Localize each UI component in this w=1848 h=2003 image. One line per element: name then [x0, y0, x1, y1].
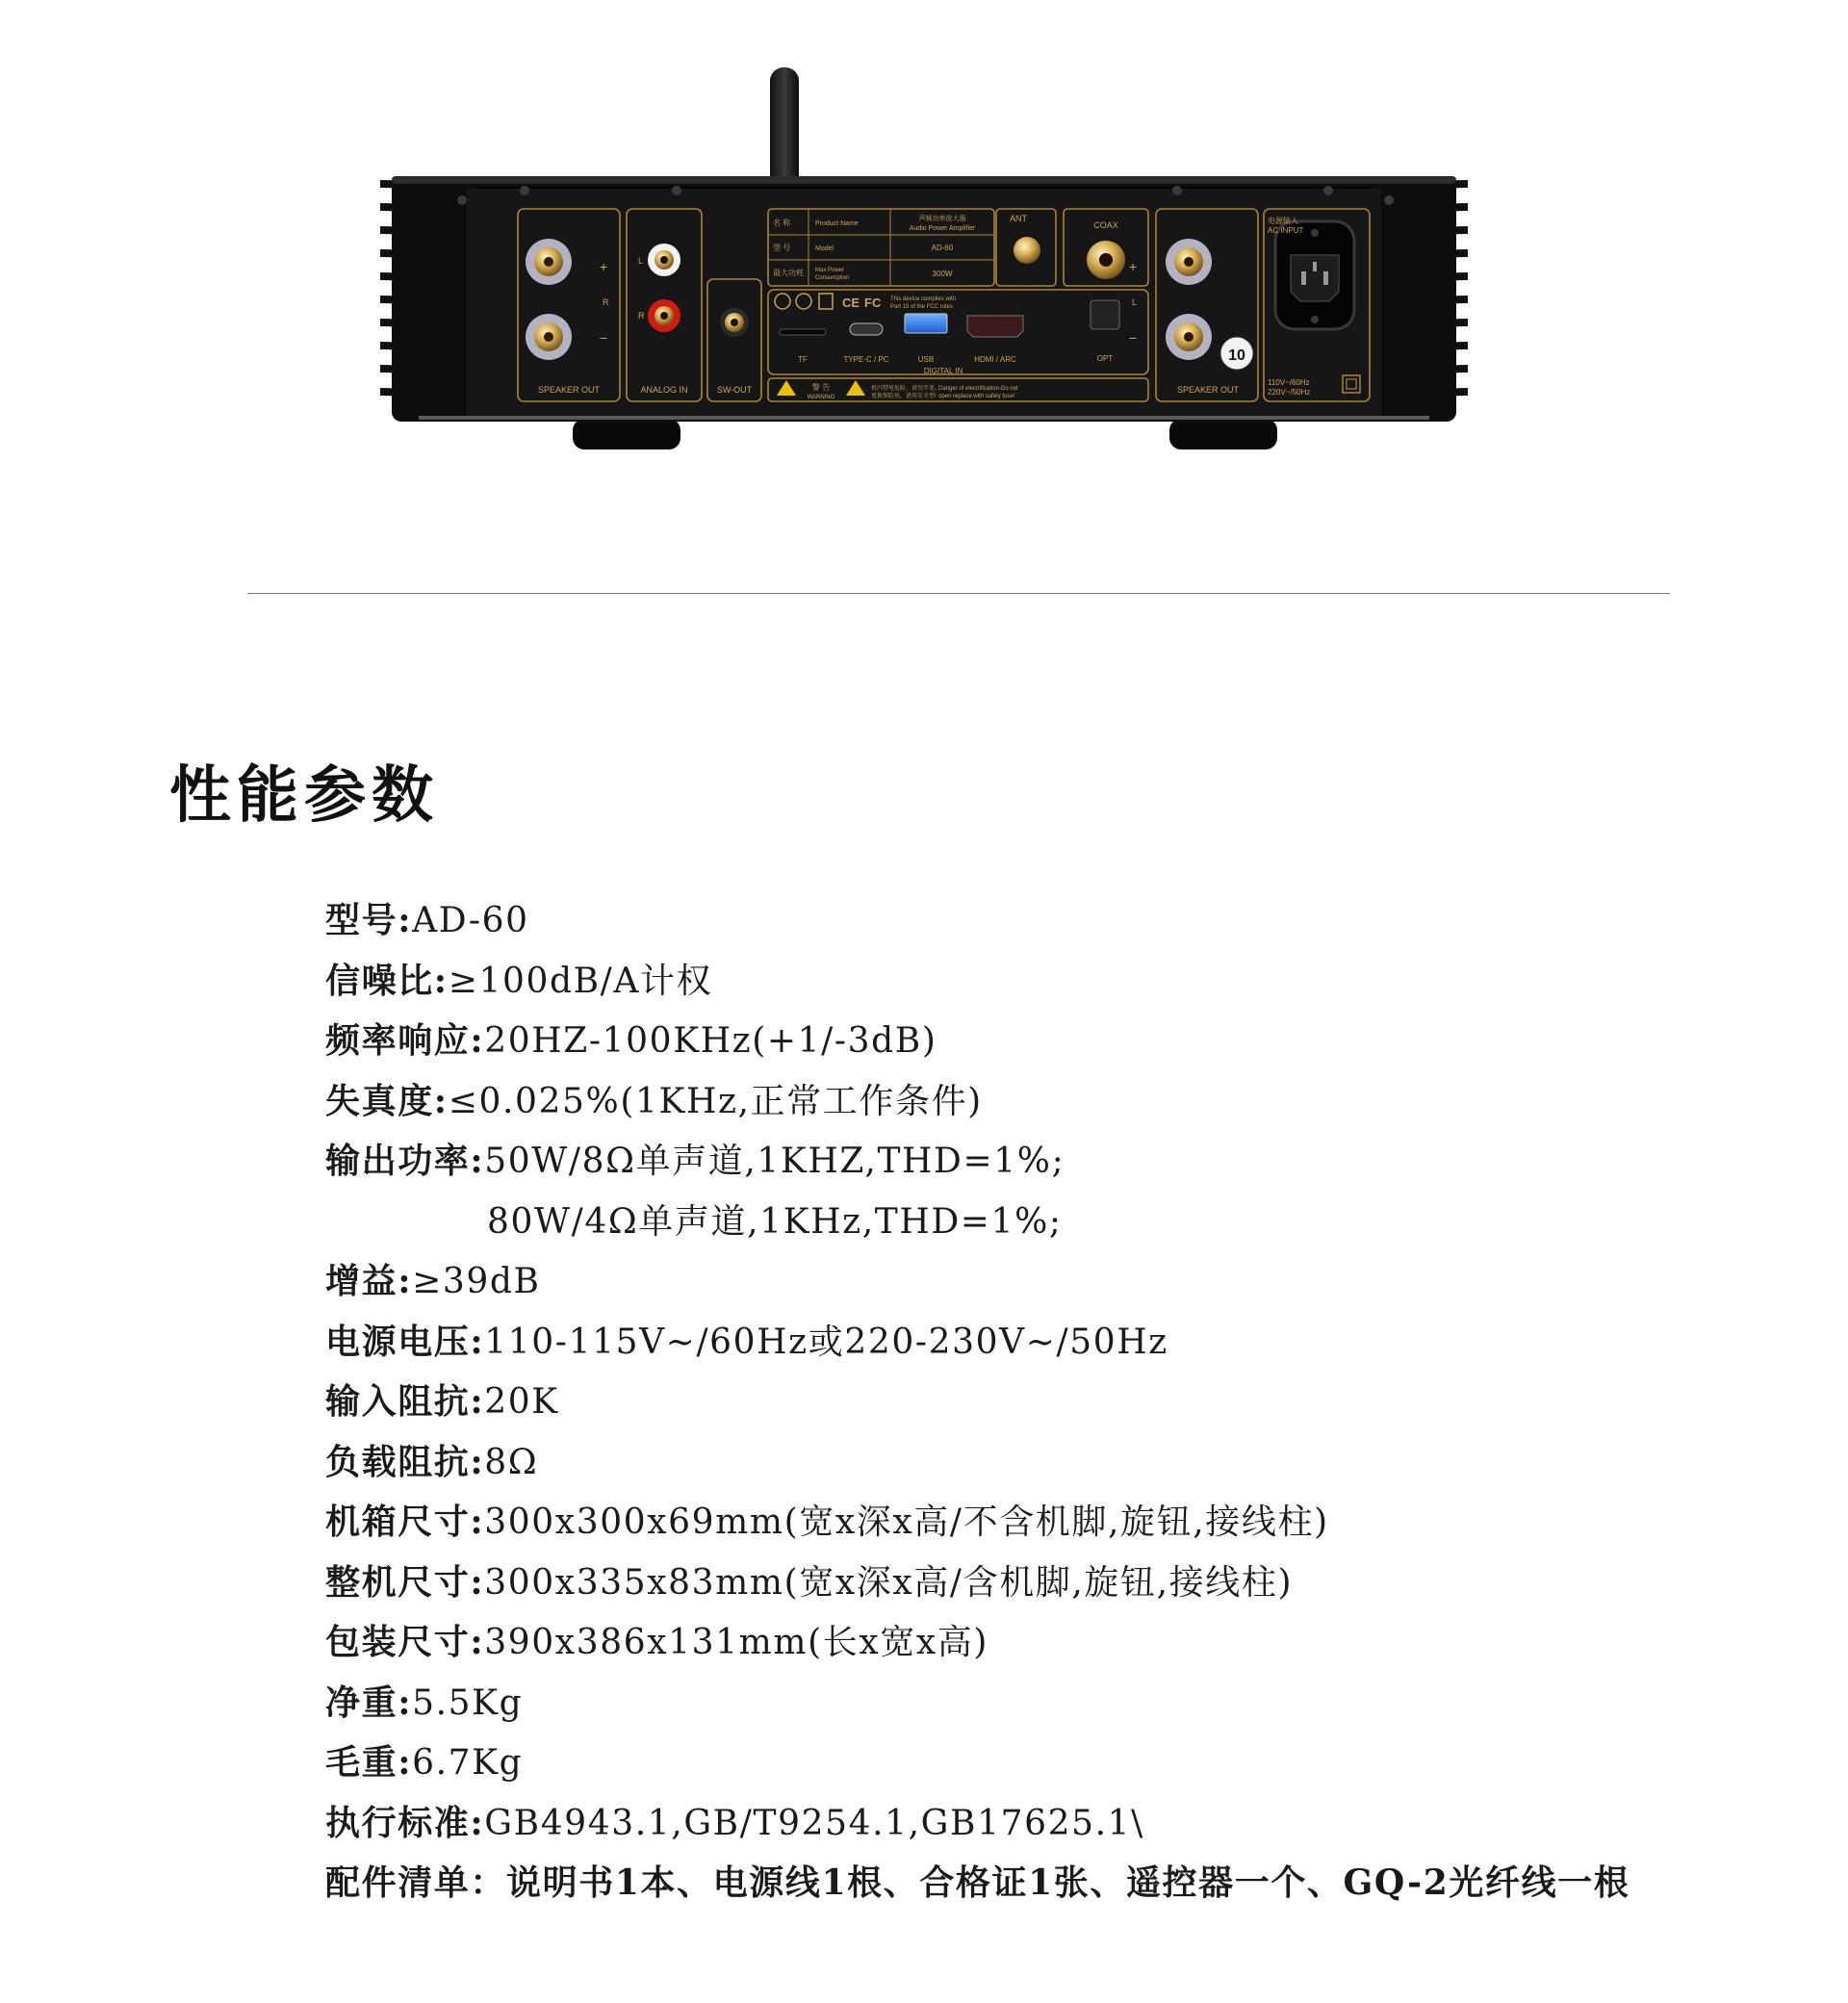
warning-text-cn-2: 更换保险丝，请用安全型!: [871, 394, 937, 399]
spec-row-standards: [325, 1793, 1827, 1854]
spec-label: 整机尺寸:: [325, 1561, 485, 1603]
warning-text-en-2: open replace with safety fuse!: [938, 394, 1015, 399]
foot-right: [1169, 419, 1277, 449]
nameplate-name-cn: 名 称: [773, 218, 791, 227]
label-speaker-out-left: SPEAKER OUT: [537, 385, 601, 395]
spec-label: 净重:: [325, 1682, 413, 1723]
spec-value: GB4943.1,GB/T9254.1,GB17625.1\: [484, 1803, 1144, 1843]
spec-value: 5.5Kg: [412, 1682, 524, 1723]
label-minus-right: −: [1129, 330, 1138, 346]
label-sw-out: SW-OUT: [716, 385, 753, 395]
spec-row-load-impedance: [325, 1432, 1827, 1493]
label-voltage-2: 220V~/50Hz: [1268, 388, 1311, 397]
spec-label: 包装尺寸:: [325, 1622, 485, 1662]
label-l-rca: L: [638, 256, 644, 266]
nameplate-power-cn: 最大功耗: [773, 269, 804, 277]
optical-port: [1091, 300, 1119, 329]
nameplate-power-en-1: Max Power: [815, 268, 845, 273]
spec-label: 电源电压:: [325, 1321, 485, 1362]
nameplate-model-cn: 型 号: [773, 244, 791, 252]
sw-out-jack: [720, 308, 749, 337]
nameplate-power-val: 300W: [932, 270, 953, 278]
label-type-c: TYPE-C / PC: [843, 355, 889, 364]
warning-cn: 警 告: [811, 383, 831, 392]
spec-row-frequency-response: [325, 1011, 1827, 1071]
spec-value: 说明书1本、电源线1根、合格证1张、遥控器一个、GQ-2光纤线一根: [506, 1862, 1630, 1903]
nameplate-name-val-cn: 声频功率放大器: [918, 216, 966, 222]
label-ant: ANT: [1010, 214, 1027, 223]
spec-row-overall-size: [325, 1553, 1827, 1613]
fcc-line-1: This device complies with: [890, 296, 957, 302]
spec-value: 300x300x69mm(宽x深x高/不含机脚,旋钮,接线柱): [484, 1502, 1329, 1542]
spec-label: 信噪比:: [325, 960, 449, 1001]
spec-value: 6.7Kg: [412, 1743, 524, 1783]
label-usb: USB: [917, 355, 935, 364]
tf-slot: [780, 329, 826, 335]
cert-fc: FC: [864, 295, 882, 310]
nameplate-model-val: AD-60: [931, 244, 954, 252]
spec-label: 失真度:: [325, 1080, 449, 1121]
cert-ce: CE: [842, 295, 860, 310]
nameplate-model-en: Model: [815, 245, 834, 252]
spec-row-chassis-size: [325, 1492, 1827, 1553]
fcc-line-2: Part 15 of the FCC rules: [890, 304, 953, 310]
spec-row-gain: [325, 1251, 1827, 1312]
spec-value: ≥100dB/A计权: [448, 961, 713, 1001]
label-r-speaker-left: R: [603, 297, 609, 307]
label-r-rca: R: [638, 311, 645, 321]
nameplate-power-en-2: Consumption: [815, 275, 850, 281]
spec-value: 8Ω: [484, 1442, 539, 1482]
label-analog-in: ANALOG IN: [640, 385, 688, 395]
spec-value: ≥39dB: [412, 1262, 541, 1301]
spec-row-output-power: [325, 1131, 1827, 1192]
spec-value: 80W/4Ω单声道,1KHz,THD=1%;: [487, 1201, 1063, 1242]
spec-row-distortion: [325, 1071, 1827, 1132]
spec-label: 输入阻抗:: [325, 1381, 485, 1422]
spec-label: 负载阻抗:: [325, 1441, 485, 1482]
spec-row-snr: [325, 951, 1827, 1012]
spec-value: 300x335x83mm(宽x深x高/含机脚,旋钮,接线柱): [484, 1562, 1294, 1603]
spec-label: 毛重:: [325, 1742, 413, 1783]
spec-label: 执行标准:: [325, 1802, 485, 1843]
spec-row-gross-weight: [325, 1733, 1827, 1793]
label-ac-input-en: AC INPUT: [1268, 226, 1304, 235]
type-c-port: [850, 323, 883, 335]
spec-label: 配件清单：: [325, 1862, 507, 1903]
spec-label: 型号:: [325, 900, 413, 940]
spec-label: 频率响应:: [325, 1020, 485, 1061]
spec-list: [325, 890, 1827, 1913]
spec-label: 增益:: [325, 1261, 413, 1301]
nameplate-name-val-en: Audio Power Amplifier: [909, 225, 976, 232]
warning-text-en-1: Danger of electrification-Do not: [938, 386, 1018, 392]
spec-row-model: [325, 890, 1827, 951]
spec-value: 20HZ-100KHz(+1/-3dB): [484, 1021, 937, 1061]
spec-label: 输出功率:: [325, 1141, 485, 1181]
spec-row-input-impedance: [325, 1372, 1827, 1432]
spec-value: 50W/8Ω单声道,1KHZ,THD=1%;: [484, 1142, 1065, 1181]
section-title: 性能参数: [169, 760, 439, 832]
spec-row-accessories: [325, 1853, 1827, 1913]
label-hdmi-arc: HDMI / ARC: [974, 355, 1016, 364]
spec-row-power-voltage: [325, 1312, 1827, 1373]
nameplate-name-en: Product Name: [815, 220, 859, 227]
spec-label: 机箱尺寸:: [325, 1502, 485, 1542]
label-plus-right: +: [1129, 259, 1138, 274]
label-digital-in: DIGITAL IN: [923, 367, 963, 375]
hdmi-port: [967, 316, 1023, 337]
badge-text: 10: [1228, 347, 1245, 364]
spec-value: 110-115V~/60Hz或220-230V~/50Hz: [484, 1322, 1168, 1362]
label-speaker-out-right: SPEAKER OUT: [1176, 385, 1240, 395]
label-plus-left: +: [600, 259, 608, 274]
label-ac-input-cn: 电源输入: [1268, 217, 1298, 225]
usb-port: [905, 314, 947, 333]
label-minus-left: −: [600, 330, 608, 346]
label-l-speaker-right: L: [1132, 297, 1138, 307]
warning-en: WARNING: [807, 395, 835, 400]
spec-value: AD-60: [412, 901, 529, 940]
spec-row-output-power-cont: [325, 1192, 1827, 1252]
spec-value: ≤0.025%(1KHz,正常工作条件): [448, 1081, 983, 1121]
spec-row-net-weight: [325, 1673, 1827, 1733]
amplifier-rear-panel-image: [380, 58, 1468, 462]
coax-jack: [1087, 241, 1125, 279]
warning-text-cn-1: 机内带电危险，请勿开盖。: [871, 386, 941, 392]
label-coax: COAX: [1093, 220, 1118, 230]
foot-left: [573, 419, 680, 449]
spec-value: 20K: [484, 1382, 559, 1422]
spec-row-package-size: [325, 1612, 1827, 1673]
label-voltage-1: 110V~/60Hz: [1268, 378, 1310, 387]
label-tf: TF: [798, 355, 808, 364]
spec-value: 390x386x131mm(长x宽x高): [484, 1623, 989, 1662]
section-divider: [247, 593, 1670, 594]
label-opt: OPT: [1096, 354, 1114, 363]
